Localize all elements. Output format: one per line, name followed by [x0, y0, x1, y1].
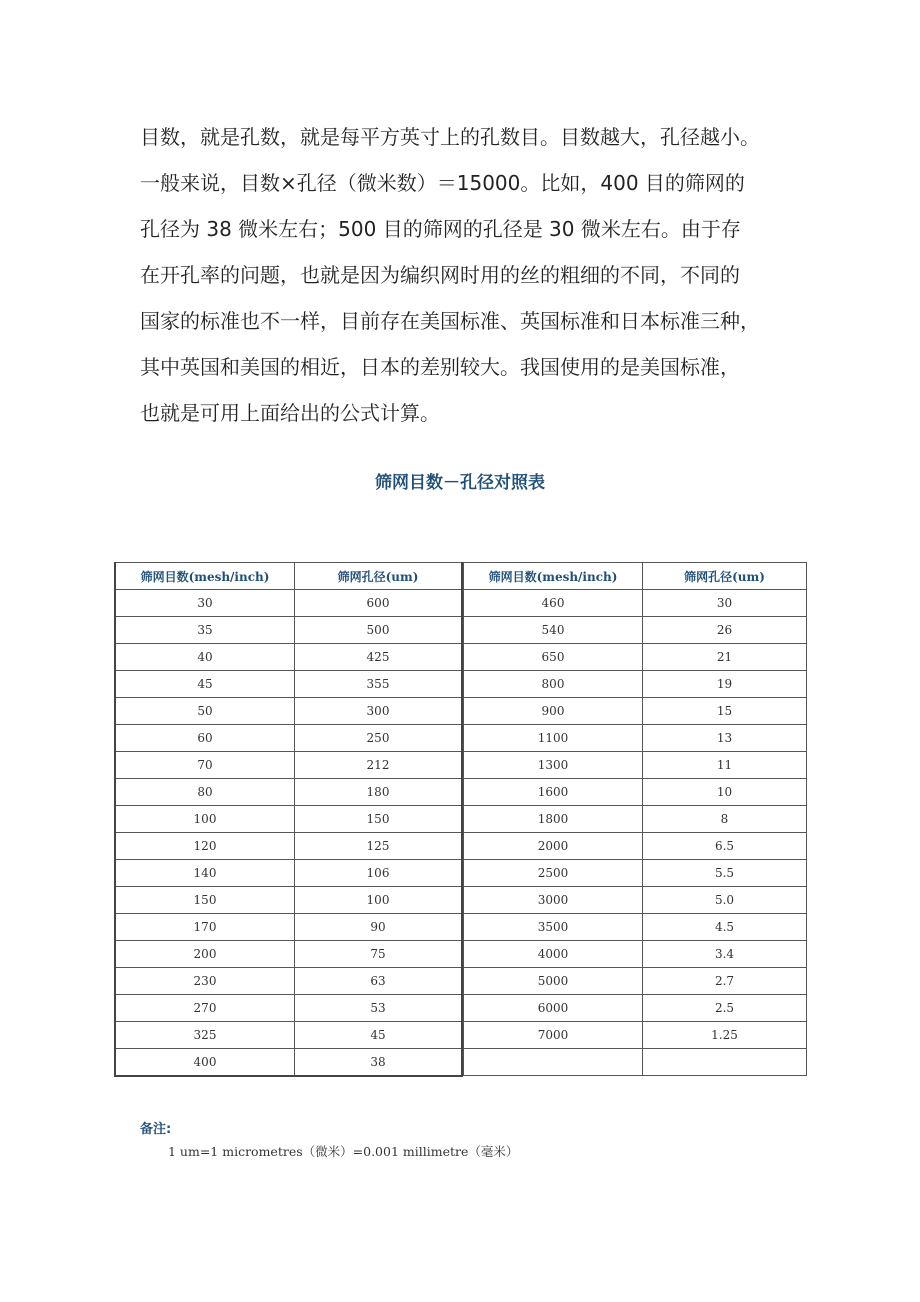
- intro-line: 目数，就是孔数，就是每平方英寸上的孔数目。目数越大，孔径越小。: [140, 125, 760, 149]
- intro-line: 孔径为 38 微米左右；500 目的筛网的孔径是 30 微米左右。由于存: [140, 217, 741, 241]
- table-row: [115, 968, 462, 995]
- table-row: [464, 590, 807, 617]
- table-row: [115, 806, 462, 833]
- mesh-cell: 460: [464, 590, 643, 617]
- mesh-cell: 900: [464, 698, 643, 725]
- aperture-cell: 15: [643, 698, 807, 725]
- table-row: [115, 941, 462, 968]
- header-aperture: 筛网孔径(um): [295, 563, 463, 590]
- intro-line: 一般来说，目数×孔径（微米数）＝15000。比如，400 目的筛网的: [140, 171, 745, 195]
- table-row: [464, 914, 807, 941]
- note-text: 1 um=1 micrometres（微米）=0.001 millimetre（毫米）: [168, 1144, 519, 1159]
- mesh-cell: 2500: [464, 860, 643, 887]
- aperture-cell: 180: [295, 779, 463, 806]
- aperture-cell: 212: [295, 752, 463, 779]
- mesh-cell: 150: [115, 887, 295, 914]
- table-row: [115, 833, 462, 860]
- mesh-cell: [464, 1049, 643, 1076]
- table-row: [115, 617, 462, 644]
- table-row: [464, 725, 807, 752]
- table-row: [464, 752, 807, 779]
- mesh-cell: 170: [115, 914, 295, 941]
- aperture-cell: 11: [643, 752, 807, 779]
- table-row: [115, 752, 462, 779]
- table-row: [115, 995, 462, 1022]
- intro-line: 在开孔率的问题，也就是因为编织网时用的丝的粗细的不同，不同的: [140, 263, 740, 287]
- aperture-cell: 10: [643, 779, 807, 806]
- table-row: [115, 590, 462, 617]
- aperture-cell: 5.0: [643, 887, 807, 914]
- aperture-cell: 3.4: [643, 941, 807, 968]
- aperture-cell: 38: [295, 1049, 463, 1077]
- mesh-cell: 650: [464, 644, 643, 671]
- mesh-cell: 35: [115, 617, 295, 644]
- intro-line: 其中英国和美国的相近，日本的差别较大。我国使用的是美国标准，: [140, 355, 740, 379]
- aperture-cell: 53: [295, 995, 463, 1022]
- aperture-cell: 106: [295, 860, 463, 887]
- mesh-cell: 140: [115, 860, 295, 887]
- mesh-cell: 40: [115, 644, 295, 671]
- header-mesh: 筛网目数(mesh/inch): [115, 563, 295, 590]
- mesh-cell: 5000: [464, 968, 643, 995]
- mesh-cell: 60: [115, 725, 295, 752]
- aperture-cell: 5.5: [643, 860, 807, 887]
- table-title: 筛网目数－孔径对照表: [375, 473, 545, 493]
- mesh-cell: 70: [115, 752, 295, 779]
- mesh-cell: 1300: [464, 752, 643, 779]
- table-row: [115, 725, 462, 752]
- table-row: [115, 698, 462, 725]
- mesh-cell: 6000: [464, 995, 643, 1022]
- intro-line: 国家的标准也不一样，目前存在美国标准、英国标准和日本标准三种，: [140, 309, 760, 333]
- aperture-cell: 75: [295, 941, 463, 968]
- aperture-cell: 300: [295, 698, 463, 725]
- aperture-cell: 125: [295, 833, 463, 860]
- mesh-cell: 800: [464, 671, 643, 698]
- mesh-table-left: [114, 562, 463, 1077]
- aperture-cell: 45: [295, 1022, 463, 1049]
- mesh-cell: 325: [115, 1022, 295, 1049]
- mesh-cell: 100: [115, 806, 295, 833]
- aperture-cell: 100: [295, 887, 463, 914]
- table-row: [115, 779, 462, 806]
- mesh-cell: 50: [115, 698, 295, 725]
- table-row: [464, 941, 807, 968]
- table-row: [464, 806, 807, 833]
- aperture-cell: 63: [295, 968, 463, 995]
- table-row: [464, 860, 807, 887]
- aperture-cell: 90: [295, 914, 463, 941]
- table-row: [464, 644, 807, 671]
- aperture-cell: 26: [643, 617, 807, 644]
- aperture-cell: 4.5: [643, 914, 807, 941]
- mesh-cell: 120: [115, 833, 295, 860]
- mesh-cell: 400: [115, 1049, 295, 1077]
- aperture-cell: 6.5: [643, 833, 807, 860]
- table-row: [115, 887, 462, 914]
- mesh-cell: 540: [464, 617, 643, 644]
- aperture-cell: 21: [643, 644, 807, 671]
- table-header-row: [464, 563, 807, 590]
- table-row: [115, 1049, 462, 1077]
- aperture-cell: 500: [295, 617, 463, 644]
- aperture-cell: [643, 1049, 807, 1076]
- table-row: [115, 1022, 462, 1049]
- mesh-cell: 200: [115, 941, 295, 968]
- intro-line: 也就是可用上面给出的公式计算。: [140, 401, 440, 425]
- table-row: [464, 968, 807, 995]
- table-row: [115, 644, 462, 671]
- table-row: [464, 671, 807, 698]
- note-label: 备注:: [140, 1122, 172, 1137]
- aperture-cell: 19: [643, 671, 807, 698]
- aperture-cell: 425: [295, 644, 463, 671]
- mesh-cell: 4000: [464, 941, 643, 968]
- aperture-cell: 355: [295, 671, 463, 698]
- mesh-cell: 3000: [464, 887, 643, 914]
- table-row: [464, 698, 807, 725]
- aperture-cell: 2.5: [643, 995, 807, 1022]
- aperture-cell: 2.7: [643, 968, 807, 995]
- table-row: [464, 887, 807, 914]
- mesh-cell: 45: [115, 671, 295, 698]
- mesh-table-right: [463, 562, 807, 1076]
- aperture-cell: 150: [295, 806, 463, 833]
- mesh-cell: 7000: [464, 1022, 643, 1049]
- intro-paragraph: [140, 114, 800, 436]
- aperture-cell: 250: [295, 725, 463, 752]
- mesh-cell: 1800: [464, 806, 643, 833]
- mesh-cell: 30: [115, 590, 295, 617]
- aperture-cell: 600: [295, 590, 463, 617]
- mesh-cell: 80: [115, 779, 295, 806]
- mesh-cell: 3500: [464, 914, 643, 941]
- table-row: [464, 779, 807, 806]
- header-mesh: 筛网目数(mesh/inch): [464, 563, 643, 590]
- table-row: [464, 1022, 807, 1049]
- aperture-cell: 8: [643, 806, 807, 833]
- table-row: [115, 860, 462, 887]
- aperture-cell: 1.25: [643, 1022, 807, 1049]
- aperture-cell: 30: [643, 590, 807, 617]
- table-row: [464, 617, 807, 644]
- aperture-cell: 13: [643, 725, 807, 752]
- table-row: [464, 833, 807, 860]
- mesh-cell: 2000: [464, 833, 643, 860]
- table-row: [464, 995, 807, 1022]
- mesh-cell: 1100: [464, 725, 643, 752]
- header-aperture: 筛网孔径(um): [643, 563, 807, 590]
- table-header-row: [115, 563, 462, 590]
- mesh-cell: 270: [115, 995, 295, 1022]
- table-row: [464, 1049, 807, 1076]
- table-row: [115, 914, 462, 941]
- mesh-cell: 230: [115, 968, 295, 995]
- mesh-cell: 1600: [464, 779, 643, 806]
- table-row: [115, 671, 462, 698]
